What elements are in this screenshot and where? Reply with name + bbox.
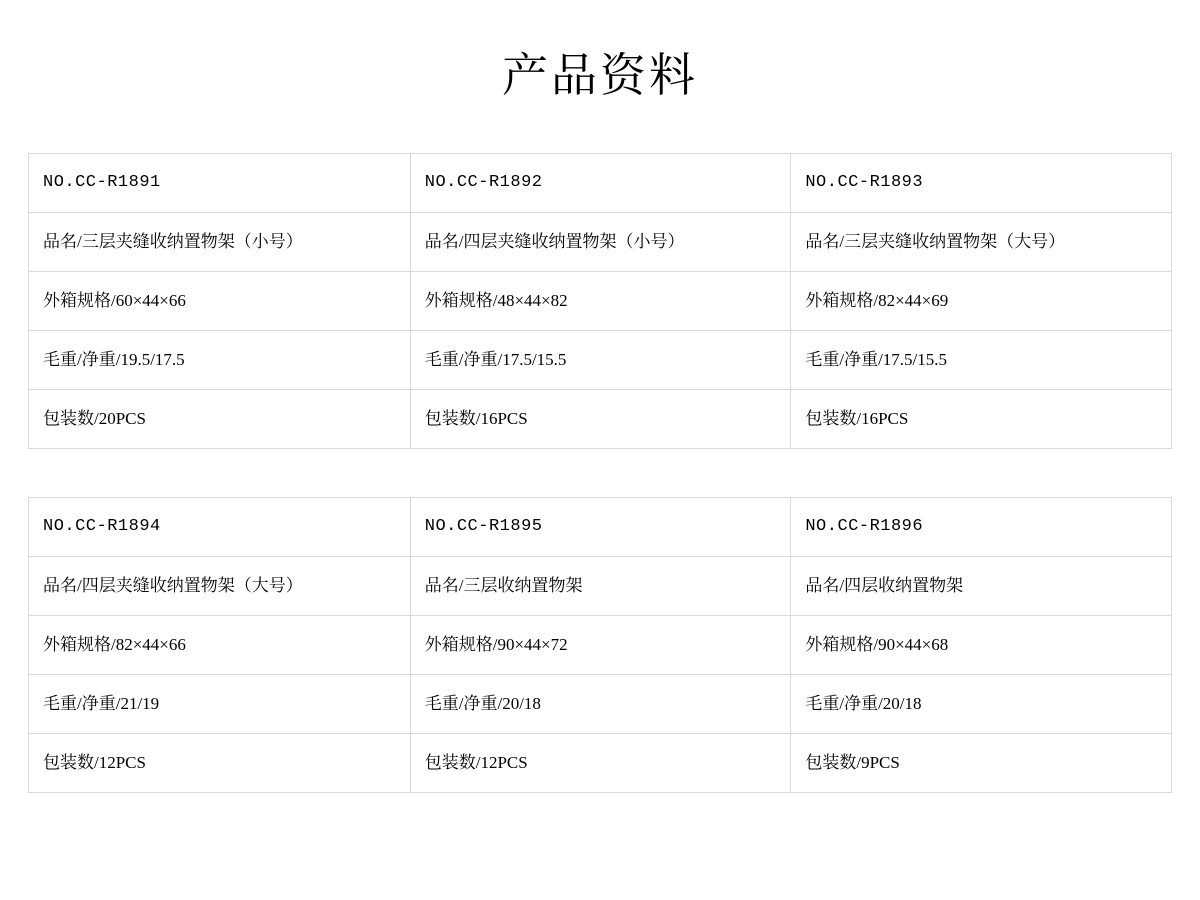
- table-row: [29, 272, 1172, 331]
- gross-net-weight: 毛重/净重/20/18: [410, 675, 791, 734]
- pack-quantity: 包装数/16PCS: [410, 390, 791, 449]
- table-row: [29, 616, 1172, 675]
- gross-net-weight: 毛重/净重/19.5/17.5: [29, 331, 411, 390]
- table-row: [29, 213, 1172, 272]
- table-row: [29, 498, 1172, 557]
- gross-net-weight: 毛重/净重/17.5/15.5: [791, 331, 1172, 390]
- pack-quantity: 包装数/16PCS: [791, 390, 1172, 449]
- pack-quantity: 包装数/9PCS: [791, 734, 1172, 793]
- pack-quantity: 包装数/12PCS: [410, 734, 791, 793]
- product-code: NO.CC-R1896: [791, 498, 1172, 557]
- product-name: 品名/三层夹缝收纳置物架（小号）: [29, 213, 411, 272]
- product-code: NO.CC-R1894: [29, 498, 411, 557]
- product-spec-table-2: [28, 497, 1172, 793]
- product-name: 品名/四层收纳置物架: [791, 557, 1172, 616]
- product-name: 品名/三层夹缝收纳置物架（大号）: [791, 213, 1172, 272]
- table-row: [29, 734, 1172, 793]
- gross-net-weight: 毛重/净重/21/19: [29, 675, 411, 734]
- pack-quantity: 包装数/20PCS: [29, 390, 411, 449]
- carton-size: 外箱规格/90×44×68: [791, 616, 1172, 675]
- carton-size: 外箱规格/90×44×72: [410, 616, 791, 675]
- product-code: NO.CC-R1893: [791, 154, 1172, 213]
- product-name: 品名/四层夹缝收纳置物架（大号）: [29, 557, 411, 616]
- product-name: 品名/三层收纳置物架: [410, 557, 791, 616]
- product-name: 品名/四层夹缝收纳置物架（小号）: [410, 213, 791, 272]
- table-row: [29, 154, 1172, 213]
- carton-size: 外箱规格/82×44×69: [791, 272, 1172, 331]
- product-spec-table-1: [28, 153, 1172, 449]
- table-row: [29, 557, 1172, 616]
- gross-net-weight: 毛重/净重/17.5/15.5: [410, 331, 791, 390]
- gross-net-weight: 毛重/净重/20/18: [791, 675, 1172, 734]
- product-code: NO.CC-R1891: [29, 154, 411, 213]
- table-row: [29, 675, 1172, 734]
- product-code: NO.CC-R1895: [410, 498, 791, 557]
- carton-size: 外箱规格/48×44×82: [410, 272, 791, 331]
- page-title: 产品资料: [502, 49, 698, 101]
- product-code: NO.CC-R1892: [410, 154, 791, 213]
- carton-size: 外箱规格/82×44×66: [29, 616, 411, 675]
- pack-quantity: 包装数/12PCS: [29, 734, 411, 793]
- table-row: [29, 331, 1172, 390]
- table-row: [29, 390, 1172, 449]
- carton-size: 外箱规格/60×44×66: [29, 272, 411, 331]
